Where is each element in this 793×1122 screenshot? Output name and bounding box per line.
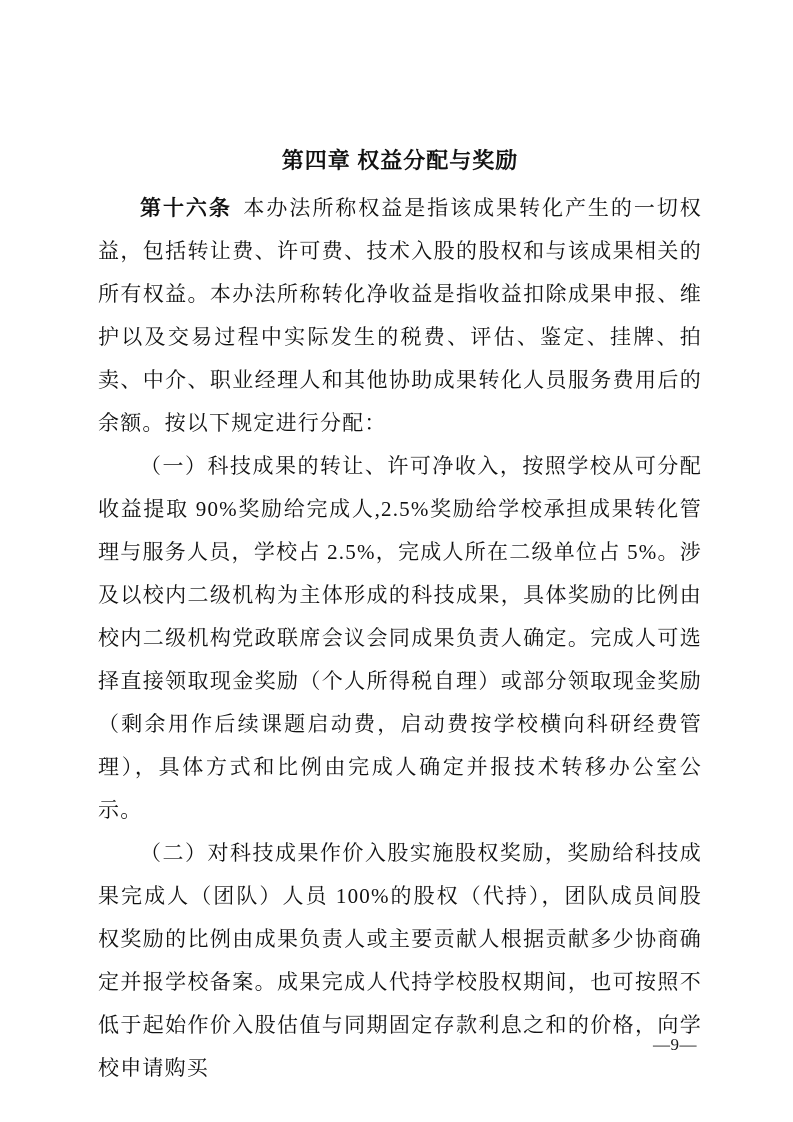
paragraph-item-2 (98, 832, 702, 1090)
text-block (98, 139, 702, 1090)
paragraph-text: （二）对科技成果作价入股实施股权奖励，奖励给科技成果完成人（团队）人员 100%的股权（代持），团队成员间股权奖励的比例由成果负责人或主要贡献人根据贡献多少协商确定并报学校备案。成果完成人代持学校股权期间，也可按照不低于起始作价入股估值与同期固定存款利息之和的价格，向学校申请购买 (98, 841, 702, 1080)
paragraph-item-1 (98, 445, 702, 832)
paragraph-article-16 (98, 187, 702, 445)
paragraph-text: 本办法所称权益是指该成果转化产生的一切权益，包括转让费、许可费、技术入股的股权和与该成果相关的所有权益。本办法所称转化净收益是指收益扣除成果申报、维护以及交易过程中实际发生的税费、评估、鉴定、挂牌、拍卖、中介、职业经理人和其他协助成果转化人员服务费用后的余额。按以下规定进行分配： (98, 196, 702, 435)
article-number-label: 第十六条 (140, 196, 232, 220)
page-number: —9— (653, 1035, 697, 1054)
paragraph-text: （一）科技成果的转让、许可净收入，按照学校从可分配收益提取 90%奖励给完成人,2.5%奖励给学校承担成果转化管理与服务人员，学校占 2.5%，完成人所在二级单位占 5%。涉及以校内二级机构为主体形成的科技成果，具体奖励的比例由校内二级机构党政联席会议会同成果负责人确定。完成人可选择直接领取现金奖励（个人所得税自理）或部分领取现金奖励（剩余用作后续课题启动费，启动费按学校横向科研经费管理），具体方式和比例由完成人确定并报技术转移办公室公示。 (98, 454, 702, 822)
chapter-heading: 第四章 权益分配与奖励 (281, 148, 519, 173)
